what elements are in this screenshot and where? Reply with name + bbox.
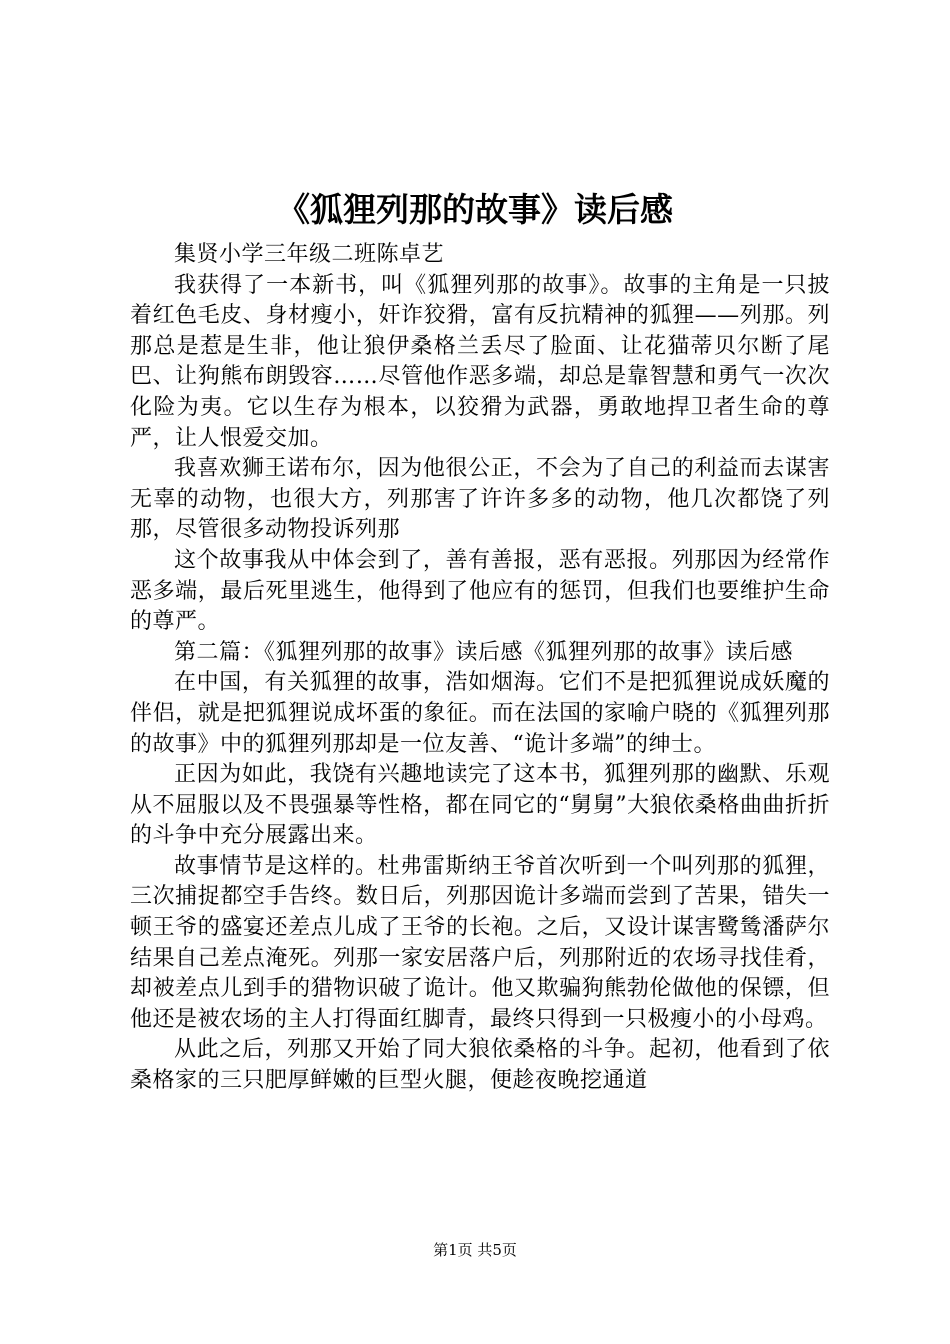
section-heading: 第二篇：《狐狸列那的故事》读后感《狐狸列那的故事》读后感 [174,639,794,665]
author-line: 集贤小学三年级二班陈卓艺 [174,242,445,267]
paragraph: 从此之后，列那又开始了同大狼依桑格的斗争。起初，他看到了依桑格家的三只肥厚鲜嫩的巨型火腿，便趁夜晚挖通道 [130,1037,830,1094]
page-footer: 第1页 共5页 [433,1241,517,1259]
paragraph: 正因为如此，我饶有兴趣地读完了这本书，狐狸列那的幽默、乐观从不屈服以及不畏强暴等性格，都在同它的“舅舅”大狼依桑格曲曲折折的斗争中充分展露出来。 [130,762,830,849]
page-title: 《狐狸列那的故事》读后感 [277,190,673,229]
paragraph: 在中国，有关狐狸的故事，浩如烟海。它们不是把狐狸说成妖魔的伴侣，就是把狐狸说成坏蛋的象征。而在法国的家喻户晓的《狐狸列那的故事》中的狐狸列那却是一位友善、“诡计多端”的绅士。 [130,670,830,757]
document-body [130,240,830,1097]
paragraph: 这个故事我从中体会到了，善有善报，恶有恶报。列那因为经常作恶多端，最后死里逃生，他得到了他应有的惩罚，但我们也要维护生命的尊严。 [130,547,830,635]
paragraph: 故事情节是这样的。杜弗雷斯纳王爷首次听到一个叫列那的狐狸，三次捕捉都空手告终。数日后，列那因诡计多端而尝到了苦果，错失一顿王爷的盛宴还差点儿成了王爷的长袍。之后，又设计谋害鹭鸶潘萨尔结果自己差点淹死。列那一家安居落户后，列那附近的农场寻找佳肴，却被差点儿到手的猎物识破了诡计。他又欺骗狗熊勃伦做他的保镖，但他还是被农场的主人打得面红脚青，最终只得到一只极瘦小的小母鸡。 [130,853,830,1032]
paragraph: 我喜欢狮王诺布尔，因为他很公正，不会为了自己的利益而去谋害无辜的动物，也很大方，列那害了许许多多的动物，他几次都饶了列那，尽管很多动物投诉列那 [130,456,830,543]
paragraph: 我获得了一本新书，叫《狐狸列那的故事》。故事的主角是一只披着红色毛皮、身材瘦小，奸诈狡猾，富有反抗精神的狐狸——列那。列那总是惹是生非，他让狼伊桑格兰丢尽了脸面、让花猫蒂贝尔断了尾巴、让狗熊布朗毁容……尽管他作恶多端，却总是靠智慧和勇气一次次化险为夷。它以生存为根本，以狡猾为武器，勇敢地捍卫者生命的尊严，让人恨爱交加。 [130,272,830,451]
